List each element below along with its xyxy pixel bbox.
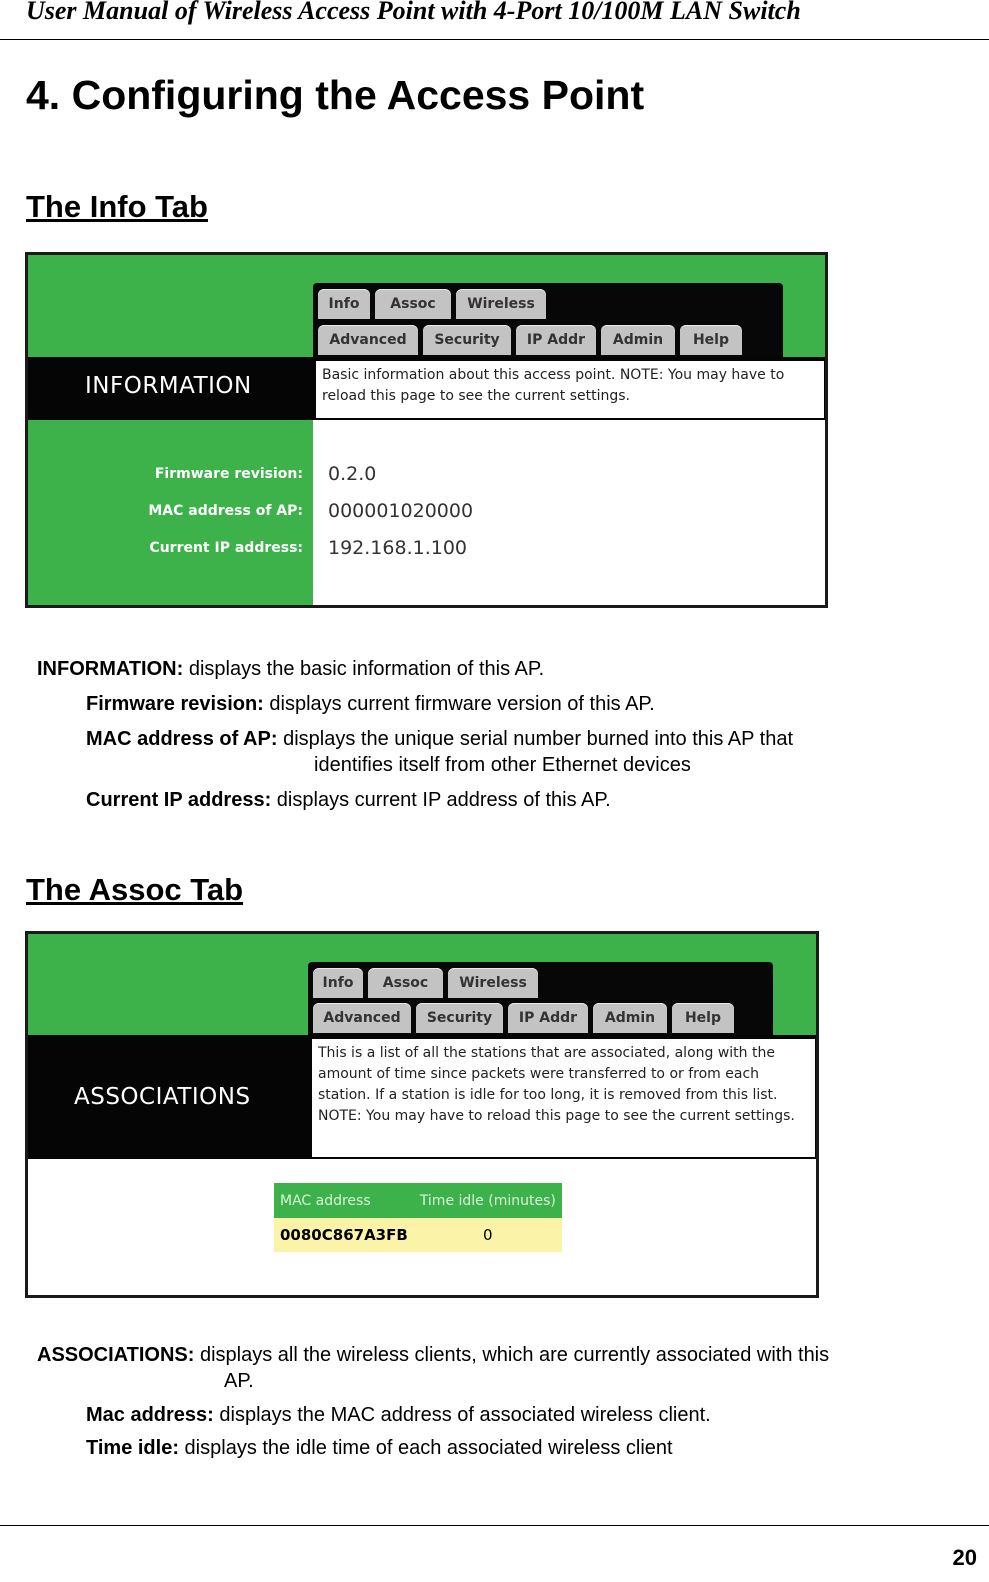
info-tab-screenshot — [25, 252, 828, 608]
tab-assoc[interactable]: Assoc — [368, 968, 443, 998]
mac-address-description: Mac address: displays the MAC address of associated wireless client. — [86, 1404, 711, 1426]
page-heading-associations: ASSOCIATIONS — [74, 1084, 251, 1110]
tab-security[interactable]: Security — [423, 325, 511, 355]
term: Current IP address: — [86, 789, 272, 811]
tab-help[interactable]: Help — [672, 1003, 734, 1033]
mac-value: 000001020000 — [328, 500, 474, 522]
tab-advanced[interactable]: Advanced — [318, 325, 418, 355]
info-tab-heading: The Info Tab — [26, 189, 208, 224]
column-header-mac: MAC address — [274, 1183, 414, 1218]
associations-description-continuation: AP. — [224, 1370, 254, 1392]
tab-info[interactable]: Info — [313, 968, 363, 998]
page-description: Basic information about this access point. NOTE: You may have to reload this page to see the current settings. — [316, 361, 824, 418]
time-idle-cell: 0 — [414, 1218, 562, 1252]
term: Mac address: — [86, 1404, 214, 1426]
tab-panel — [308, 962, 773, 1035]
running-header — [0, 0, 989, 40]
ip-description: Current IP address: displays current IP address of this AP. — [86, 789, 611, 811]
mac-cell: 0080C867A3FB — [274, 1218, 414, 1252]
mac-label: MAC address of AP: — [148, 503, 303, 519]
assoc-tab-heading: The Assoc Tab — [26, 872, 244, 907]
running-footer — [0, 1525, 989, 1582]
term: Time idle: — [86, 1437, 179, 1459]
mac-description-continuation: identifies itself from other Ethernet devices — [314, 754, 691, 776]
manual-title: User Manual of Wireless Access Point with 4-Port 10/100M LAN Switch — [26, 0, 801, 25]
time-idle-description: Time idle: displays the idle time of each associated wireless client — [86, 1437, 673, 1459]
page-description: This is a list of all the stations that are associated, along with the amount of time since packets were transferred to or from each station. If a station is idle for too long, it is removed from this list. NOTE: You may have to reload this page to see the current settings. — [312, 1039, 815, 1157]
associations-table — [274, 1183, 562, 1252]
column-header-time-idle: Time idle (minutes) — [414, 1183, 562, 1218]
tab-ip-addr[interactable]: IP Addr — [516, 325, 596, 355]
tab-info[interactable]: Info — [318, 289, 370, 319]
chapter-title: 4. Configuring the Access Point — [26, 72, 645, 118]
information-description: INFORMATION: displays the basic information of this AP. — [37, 658, 545, 680]
table-row — [274, 1218, 562, 1252]
page-heading-information: INFORMATION — [85, 373, 252, 399]
page-number: 20 — [952, 1545, 977, 1570]
term: Firmware revision: — [86, 693, 264, 715]
tab-admin[interactable]: Admin — [601, 325, 675, 355]
table-header-row — [274, 1183, 562, 1218]
tab-wireless[interactable]: Wireless — [456, 289, 546, 319]
tab-assoc[interactable]: Assoc — [375, 289, 451, 319]
associations-description: ASSOCIATIONS: displays all the wireless clients, which are currently associated with this — [37, 1344, 830, 1366]
ip-label: Current IP address: — [149, 540, 303, 556]
assoc-tab-screenshot — [25, 931, 819, 1298]
tab-security[interactable]: Security — [416, 1003, 503, 1033]
mac-description: MAC address of AP: displays the unique serial number burned into this AP that — [86, 728, 794, 750]
term: ASSOCIATIONS: — [37, 1344, 195, 1366]
term: INFORMATION: — [37, 658, 184, 680]
tab-ip-addr[interactable]: IP Addr — [508, 1003, 588, 1033]
firmware-description: Firmware revision: displays current firmware version of this AP. — [86, 693, 655, 715]
tab-admin[interactable]: Admin — [593, 1003, 667, 1033]
tab-help[interactable]: Help — [680, 325, 742, 355]
tab-panel — [313, 283, 783, 357]
firmware-value: 0.2.0 — [328, 463, 377, 485]
ip-value: 192.168.1.100 — [328, 537, 468, 559]
term: MAC address of AP: — [86, 728, 278, 750]
tab-advanced[interactable]: Advanced — [313, 1003, 411, 1033]
firmware-label: Firmware revision: — [154, 466, 303, 482]
tab-wireless[interactable]: Wireless — [448, 968, 538, 998]
